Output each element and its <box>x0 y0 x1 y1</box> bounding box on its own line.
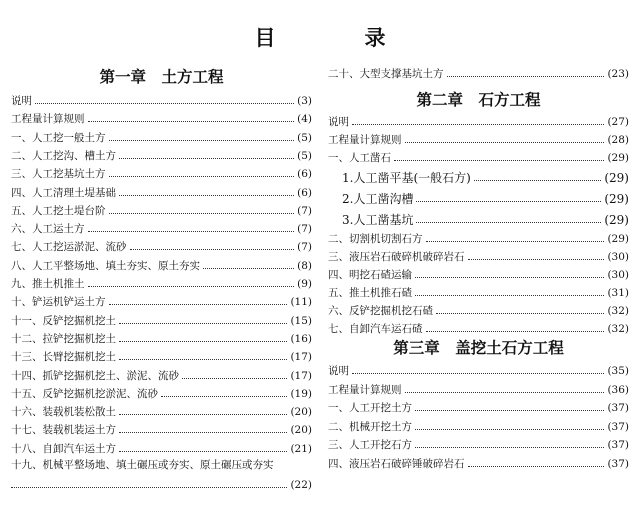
toc-entry-page: (16) <box>290 332 312 345</box>
leader-dots <box>130 249 295 250</box>
toc-entry[interactable] <box>328 147 629 165</box>
toc-entry-label: 工程量计算规则 <box>11 113 85 126</box>
toc-entry-page: (32) <box>607 305 629 317</box>
leader-dots <box>88 231 295 232</box>
leader-dots <box>182 378 287 379</box>
toc-entry-page: (15) <box>290 314 312 327</box>
chapter-heading: 第三章 盖挖土石方工程 <box>393 339 564 357</box>
toc-entry-page: (5) <box>297 131 312 144</box>
toc-entry-page: (29) <box>604 192 629 206</box>
toc-entry-page: (7) <box>297 223 312 236</box>
toc-entry-label: 2.人工凿沟槽 <box>342 192 414 206</box>
toc-entry[interactable] <box>328 167 629 185</box>
toc-entry-page: (37) <box>607 457 629 470</box>
leader-dots <box>109 140 295 141</box>
toc-entry-label: 十五、反铲挖掘机挖淤泥、流砂 <box>11 387 158 400</box>
toc-entry[interactable] <box>328 129 629 147</box>
toc-entry[interactable] <box>11 218 312 236</box>
toc-entry-page: (21) <box>290 442 312 455</box>
leader-dots <box>352 124 604 125</box>
toc-entry-label: 三、液压岩石破碎机破碎岩石 <box>328 251 465 263</box>
toc-entry-page: (5) <box>297 149 312 162</box>
toc-entry[interactable] <box>328 228 629 246</box>
leader-dots <box>416 222 601 223</box>
toc-entry-label: 工程量计算规则 <box>328 134 402 146</box>
toc-entry-page: (4) <box>297 113 312 126</box>
leader-dots <box>352 373 604 374</box>
leader-dots <box>436 313 604 314</box>
toc-entry-page: (29) <box>607 152 629 164</box>
leader-dots <box>119 195 294 196</box>
leader-dots <box>119 323 287 324</box>
toc-entry-label: 工程量计算规则 <box>328 383 402 396</box>
leader-dots <box>88 121 295 122</box>
toc-entry[interactable] <box>328 434 629 452</box>
toc-entry[interactable] <box>328 379 629 397</box>
toc-entry-label: 十三、长臂挖掘机挖土 <box>11 351 116 364</box>
toc-entry-page: (28) <box>607 134 629 146</box>
toc-entry[interactable] <box>11 108 312 126</box>
leader-dots <box>109 213 295 214</box>
toc-entry-page: (30) <box>607 251 629 263</box>
toc-entry-page: (20) <box>290 424 312 437</box>
toc-entry-page: (37) <box>607 402 629 414</box>
leader-dots <box>426 241 605 242</box>
leader-dots <box>416 201 601 202</box>
toc-entry[interactable] <box>11 346 312 364</box>
toc-entry-label-wrapped[interactable] <box>11 456 312 472</box>
toc-entry-page: (30) <box>607 269 629 281</box>
toc-entry[interactable] <box>328 209 629 227</box>
toc-entry[interactable] <box>328 282 629 300</box>
toc-entry-page: (35) <box>607 365 629 377</box>
leader-dots <box>405 142 605 143</box>
leader-dots <box>405 392 605 393</box>
toc-entry-label: 四、人工清理土堤基础 <box>11 186 116 199</box>
toc-entry[interactable] <box>11 273 312 291</box>
leader-dots <box>426 331 605 332</box>
leader-dots <box>109 176 295 177</box>
toc-entry[interactable] <box>328 318 629 336</box>
toc-entry-label: 四、明挖石碴运输 <box>328 269 412 281</box>
toc-entry[interactable] <box>11 310 312 328</box>
toc-entry[interactable] <box>328 360 629 378</box>
toc-entry[interactable] <box>328 246 629 264</box>
leader-dots <box>119 451 287 452</box>
toc-entry-page: (6) <box>297 186 312 199</box>
toc-entry-label: 七、人工挖运淤泥、流砂 <box>11 241 127 254</box>
leader-dots <box>88 286 295 287</box>
toc-entry-label: 说明 <box>328 116 349 128</box>
toc-entry-page: (29) <box>607 233 629 245</box>
leader-dots <box>415 410 604 411</box>
toc-entry-label: 十七、装载机装运土方 <box>11 424 116 437</box>
toc-entry[interactable] <box>11 383 312 401</box>
toc-entry-label: 一、人工凿石 <box>328 152 391 164</box>
toc-entry-label: 六、人工运土方 <box>11 223 85 236</box>
toc-entry-label: 二、人工挖沟、槽土方 <box>11 149 116 162</box>
toc-entry-page: (37) <box>607 439 629 451</box>
toc-entry-page: (7) <box>297 241 312 254</box>
leader-dots <box>203 268 294 269</box>
toc-entry-page: (11) <box>290 296 312 309</box>
toc-entry-page: (9) <box>297 278 312 290</box>
leader-dots <box>119 359 287 360</box>
page-title: 目 录 <box>254 26 420 50</box>
leader-dots <box>468 466 605 467</box>
toc-entry[interactable] <box>11 365 312 383</box>
chapter-heading: 第二章 石方工程 <box>416 91 541 109</box>
leader-dots <box>394 160 604 161</box>
toc-entry[interactable] <box>11 90 312 108</box>
toc-entry-page: (6) <box>297 168 312 181</box>
leader-dots <box>415 447 604 448</box>
toc-entry-label: 六、反铲挖掘机挖石碴 <box>328 305 433 317</box>
leader-dots <box>119 158 294 159</box>
leader-dots <box>447 76 605 77</box>
toc-entry[interactable] <box>328 111 629 129</box>
toc-entry-continuation[interactable] <box>11 474 312 492</box>
leader-dots <box>109 304 288 305</box>
toc-entry[interactable] <box>11 291 312 309</box>
toc-entry-page: (29) <box>604 171 629 185</box>
toc-entry-page: (20) <box>290 406 312 419</box>
toc-entry[interactable] <box>11 419 312 437</box>
toc-entry-page: (7) <box>297 204 312 217</box>
toc-entry-page: (27) <box>607 116 629 128</box>
toc-entry-label: 十二、拉铲挖掘机挖土 <box>11 332 116 345</box>
toc-entry-page: (22) <box>290 479 312 491</box>
toc-entry-page: (31) <box>607 287 629 299</box>
toc-entry-page: (32) <box>607 323 629 335</box>
leader-dots <box>415 429 604 430</box>
toc-entry-page: (17) <box>290 351 312 364</box>
toc-entry-label: 五、人工挖土堤台阶 <box>11 204 106 217</box>
toc-entry[interactable] <box>11 127 312 145</box>
toc-entry-label: 四、液压岩石破碎锤破碎岩石 <box>328 457 465 470</box>
toc-entry[interactable] <box>328 264 629 282</box>
leader-dots <box>161 396 287 397</box>
toc-entry[interactable] <box>328 63 629 81</box>
leader-dots <box>468 259 605 260</box>
toc-entry-page: (3) <box>297 95 312 107</box>
leader-dots <box>11 487 287 488</box>
toc-entry-label: 十六、装载机装松散土 <box>11 406 116 419</box>
toc-entry-label: 十一、反铲挖掘机挖土 <box>11 314 116 327</box>
toc-entry[interactable] <box>11 401 312 419</box>
toc-entry[interactable] <box>11 438 312 456</box>
leader-dots <box>474 180 602 181</box>
toc-entry-label: 一、人工开挖土方 <box>328 402 412 414</box>
toc-entry-label: 1.人工凿平基(一般石方) <box>342 171 471 185</box>
toc-entry-page: (36) <box>607 383 629 396</box>
toc-entry-page: (29) <box>604 213 629 227</box>
leader-dots <box>35 103 294 104</box>
leader-dots <box>119 414 287 415</box>
toc-entry-page: (19) <box>290 387 312 400</box>
leader-dots <box>415 277 604 278</box>
toc-entry-label: 十四、抓铲挖掘机挖土、淤泥、流砂 <box>11 369 179 382</box>
toc-entry-page: (37) <box>607 420 629 433</box>
toc-entry[interactable] <box>11 182 312 200</box>
toc-entry-page: (23) <box>607 68 629 80</box>
leader-dots <box>119 432 287 433</box>
toc-entry[interactable] <box>328 397 629 415</box>
leader-dots <box>119 341 287 342</box>
toc-entry-label: 七、自卸汽车运石碴 <box>328 323 423 335</box>
toc-entry-label: 说明 <box>11 95 32 107</box>
toc-entry-label: 九、推土机推土 <box>11 278 85 290</box>
toc-entry-label: 二、机械开挖土方 <box>328 420 412 433</box>
toc-entry-label: 八、人工平整场地、填土夯实、原土夯实 <box>11 259 200 272</box>
toc-entry-label: 十八、自卸汽车运土方 <box>11 442 116 455</box>
toc-entry[interactable] <box>11 145 312 163</box>
toc-entry-label: 二、切割机切割石方 <box>328 233 423 245</box>
toc-entry-page: (17) <box>290 369 312 382</box>
chapter-heading: 第一章 土方工程 <box>99 68 224 86</box>
toc-entry-label: 十九、机械平整场地、填土碾压或夯实、原土碾压或夯实 <box>11 459 274 471</box>
toc-entry-label: 说明 <box>328 365 349 377</box>
toc-entry[interactable] <box>328 300 629 318</box>
toc-entry-label: 一、人工挖一般土方 <box>11 131 106 144</box>
toc-entry-label: 三、人工挖基坑土方 <box>11 168 106 181</box>
toc-entry-label: 三、人工开挖石方 <box>328 439 412 451</box>
toc-entry[interactable] <box>328 188 629 206</box>
leader-dots <box>415 295 604 296</box>
toc-entry-label: 五、推土机推石碴 <box>328 287 412 299</box>
toc-entry[interactable] <box>11 200 312 218</box>
toc-entry[interactable] <box>11 163 312 181</box>
toc-entry[interactable] <box>11 236 312 254</box>
toc-entry[interactable] <box>11 328 312 346</box>
toc-entry-label: 十、铲运机铲运土方 <box>11 296 106 309</box>
toc-entry-page: (8) <box>297 259 312 272</box>
toc-entry[interactable] <box>328 416 629 434</box>
toc-entry-label: 3.人工凿基坑 <box>342 213 414 227</box>
toc-entry[interactable] <box>11 255 312 273</box>
toc-entry-label: 二十、大型支撑基坑土方 <box>328 68 444 80</box>
toc-entry[interactable] <box>328 453 629 471</box>
